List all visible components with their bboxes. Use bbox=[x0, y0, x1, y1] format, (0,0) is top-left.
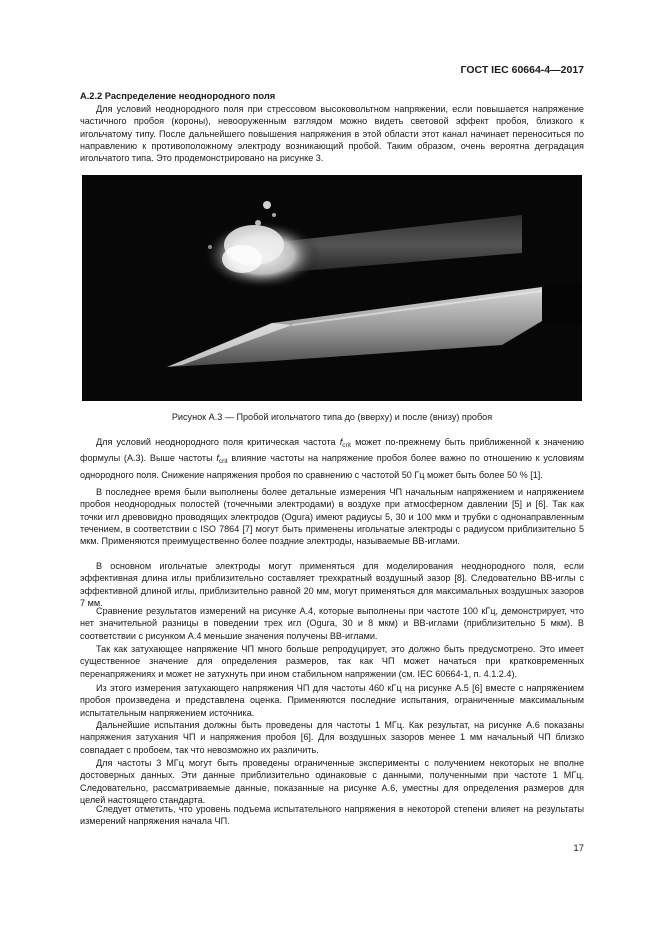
section-title: А.2.2 Распределение неоднородного поля bbox=[80, 91, 276, 101]
page-number: 17 bbox=[573, 843, 584, 854]
fcrit-symbol: f bbox=[339, 437, 343, 447]
figure-caption: Рисунок А.3 — Пробой игольчатого типа до (вверху) и после (внизу) пробоя bbox=[171, 412, 493, 422]
fcrit-subscript: crit bbox=[342, 442, 351, 449]
paragraph-needle-electrodes: В основном игольчатые электроды могут применяться для моделирования неоднородного поля, если эффективная длина иглы приблизительно составляет трехкратный воздушный зазор [8]. Следовательно ВВ-иглы с эффективной длиной иглы, приблизительно равной 20 мм, могут применяться для максимальных воздушных зазоров 7 мм. bbox=[80, 561, 584, 608]
fcrit-subscript: crit bbox=[218, 458, 228, 466]
paragraph-comparison: Сравнение результатов измерений на рисунке А.4, которые выполнены при частоте 100 кГц, демонстрирует, что нет значительной разницы в поведении трех игл (Ogura, 30 и 8 мкм) и ВВ-иглами (приблизительно 5 мкм). В соответствии с рисунком А.4 меньшие значения получены ВВ-иглами. bbox=[80, 606, 584, 641]
para2-text-2: может по-прежнему быть приближенной к значению формулы (А.3). Выше частоты bbox=[80, 437, 584, 464]
breakdown-photo bbox=[82, 175, 582, 401]
paragraph-voltage-rise: Следует отметить, что уровень подъема испытательного напряжения в некоторой степени влияет на результаты измерений напряжения начала ЧП. bbox=[80, 804, 584, 827]
para2-text-1: Для условий неоднородного поля критическая частота bbox=[96, 437, 340, 447]
paragraph-critical-frequency bbox=[80, 436, 584, 481]
paragraph-1mhz: Дальнейшие испытания должны быть проведены для частоты 1 МГц. Как результат, на рисунке А.6 показаны напряжения затухания ЧП и напряжения пробоя [6]. Для воздушных зазоров менее 1 мм начальный ЧП близко совпадает с пробоем, так что невозможно их различить. bbox=[80, 720, 584, 755]
para2-text-3: влияние частоты на напряжение пробоя более важно по отношению к условиям однородного поля. Снижение напряжения пробоя по сравнению с частотой 50 Гц может быть более 50 % [1]. bbox=[80, 453, 584, 480]
paragraph-460khz: Из этого измерения затухающего напряжения ЧП для частоты 460 кГц на рисунке А.5 [6] вместе с напряжением пробоя произведена и представлена оценка. Применяются последние испытания, ограниченные максимальным испытательным напряжением источника. bbox=[80, 683, 584, 718]
breakdown-photo-image bbox=[82, 175, 582, 401]
paragraph-3mhz: Для частоты 3 МГц могут быть проведены ограниченные эксперименты с получением некоторых не вполне достоверных данных. Эти данные приблизительно одинаковые с данными, полученными при частоте 1 МГц. Следовательно, рассматриваемые данные, показанные на рисунке А.6, уместны для определения размеров для целей настоящего стандарта. bbox=[80, 758, 584, 805]
paragraph-extinction-voltage: Так как затухающее напряжение ЧП много больше репродуцирует, это должно быть предусмотрено. Это имеет существенное значение для определения размеров, так как ЧП может начаться при кратковременных перенапряжениях и может не затухнуть при ином стабильном напряжении (см. IEC 60664-1, п. 4.1.2.4). bbox=[80, 644, 584, 679]
standard-header: ГОСТ IEC 60664-4—2017 bbox=[460, 64, 584, 76]
paragraph-intro: Для условий неоднородного поля при стрессовом высоковольтном напряжении, если повышается напряжение частичного пробоя (короны), невооруженным взглядом можно видеть световой эффект пробоя, близкого к игольчатому типу. После дальнейшего повышения напряжения в этой области этот канал начинает переноситься по направлению к противоположному электроду возникающий пробой. Таким образом, очень вероятна деградация игольчатого типа. Это продемонстрировано на рисунке 3. bbox=[80, 104, 584, 164]
paragraph-measurements: В последнее время были выполнены более детальные измерения ЧП начальным напряжением и напряжением пробоя неоднородных полостей (точечными электродами) в воздухе при атмосферном давлении [5] и [6]. Так как точки игл древовидно проводящих электродов (Ogura) имеют радиусы 5, 30 и 100 мкм и трубки с однонаправленным течением, в соответствии с ISO 7864 [7] могут быть применены игольчатые электроды с радиусом приблизительно 5 мкм. Применяются преимущественно более поздние электроды, называемые ВВ-иглами. bbox=[80, 487, 584, 547]
fcrit-symbol: f bbox=[216, 453, 219, 464]
